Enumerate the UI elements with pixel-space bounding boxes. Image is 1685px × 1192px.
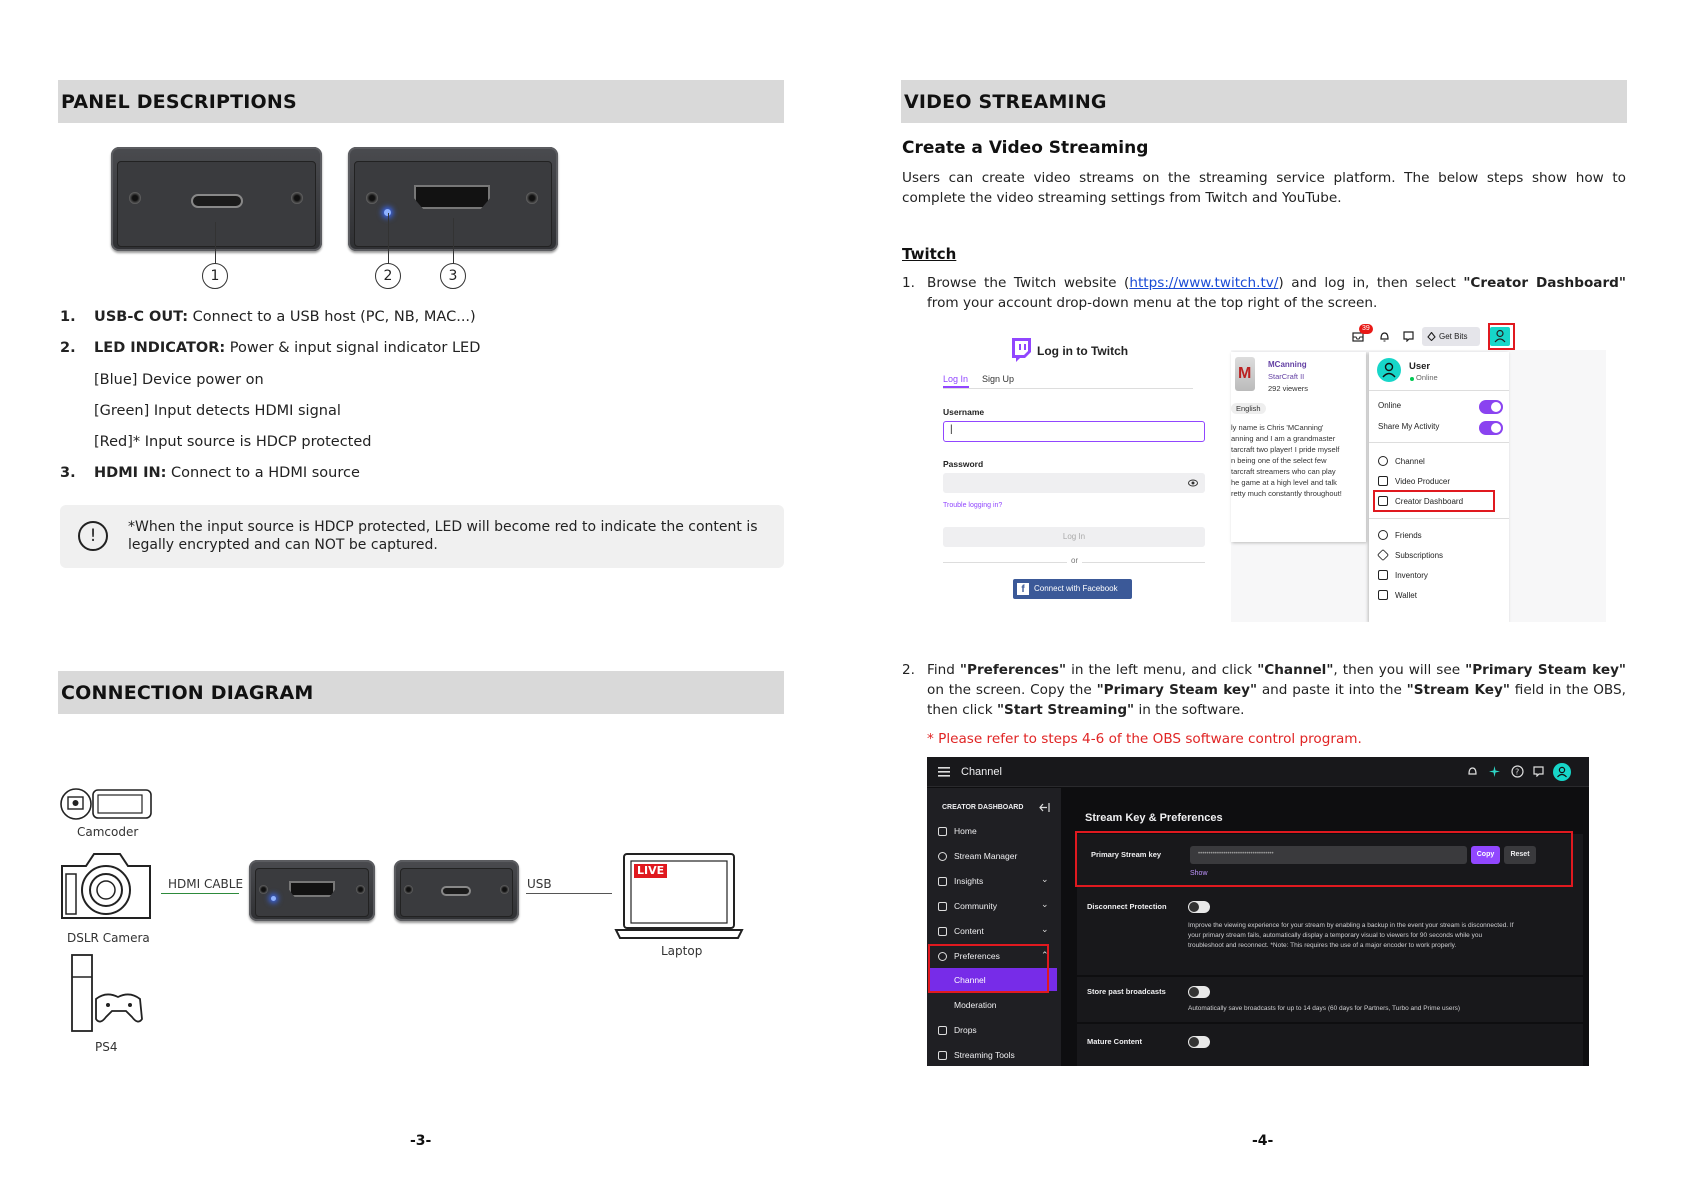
bell-icon[interactable]: [1467, 766, 1478, 777]
twitch-link[interactable]: https://www.twitch.tv/: [1129, 275, 1279, 291]
get-bits-button[interactable]: Get Bits: [1422, 327, 1480, 346]
heading-text: VIDEO STREAMING: [904, 90, 1107, 113]
sidebar-item-insights[interactable]: Insights: [954, 876, 984, 886]
menu-status: Online: [1416, 373, 1438, 382]
dslr-camera-label: DSLR Camera: [67, 931, 150, 945]
trouble-link[interactable]: Trouble logging in?: [943, 502, 1003, 509]
chat-icon[interactable]: [1403, 331, 1414, 342]
eye-icon[interactable]: [1188, 479, 1198, 487]
facebook-button[interactable]: f Connect with Facebook: [1013, 579, 1132, 599]
wallet-icon: [1378, 590, 1388, 600]
diagram-device-usbc: [394, 860, 519, 921]
login-title: Log in to Twitch: [1037, 344, 1129, 358]
twitch-login-screenshot: [939, 322, 1606, 622]
usb-label: USB: [527, 877, 552, 891]
inventory-icon: [1378, 570, 1388, 580]
page-number-3: -3-: [410, 1133, 432, 1149]
menu-item-channel[interactable]: Channel: [1395, 457, 1425, 466]
connection-diagram-heading: [58, 671, 784, 714]
username-input[interactable]: |: [943, 421, 1205, 442]
screw-icon: [129, 192, 141, 204]
online-dot-icon: [1410, 377, 1414, 381]
svg-text:?: ?: [1515, 767, 1520, 777]
disconnect-toggle[interactable]: [1188, 901, 1210, 913]
menu-item-creator-dashboard[interactable]: Creator Dashboard: [1395, 497, 1464, 506]
screw-icon: [291, 192, 303, 204]
tab-log-in[interactable]: Log In: [943, 374, 969, 384]
tab-sign-up[interactable]: Sign Up: [982, 374, 1015, 384]
exclamation-icon: !: [78, 521, 108, 551]
device-usbc-side: [111, 147, 322, 251]
login-panel: [939, 322, 1231, 622]
page-number-4: -4-: [1252, 1133, 1274, 1149]
avatar[interactable]: [1553, 763, 1571, 781]
item-led-indicator: 2. LED INDICATOR: Power & input signal indicator LED: [60, 340, 481, 356]
usbc-port-icon: [191, 194, 243, 208]
chat-icon[interactable]: [1533, 766, 1544, 777]
stream-manager-icon: [938, 852, 947, 861]
sidebar-item-content[interactable]: Content: [954, 926, 984, 936]
login-button[interactable]: Log In: [943, 527, 1205, 547]
diagram-device-hdmi: [249, 860, 375, 921]
dashboard-header: [927, 757, 1589, 787]
hdmi-port-icon: [289, 881, 335, 897]
channel-bio: ly name is Chris 'MCanning' anning and I am a grandmaster tarcraft two player! I pride myself n being one of the select few tarcraft streamers who can play he game at a high level and talk retty much constantly throughout!: [1231, 423, 1342, 498]
channel-game[interactable]: StarCraft II: [1268, 372, 1305, 381]
toggle-online-label: Online: [1378, 401, 1402, 410]
hdmi-cable-label: HDMI CABLE: [168, 877, 244, 891]
mature-label: Mature Content: [1087, 1037, 1142, 1046]
callout-2: 2: [375, 263, 401, 289]
create-streaming-subheading: Create a Video Streaming: [902, 138, 1149, 158]
show-link[interactable]: Show: [1190, 870, 1208, 877]
sidebar-item-home[interactable]: Home: [954, 826, 977, 836]
sidebar-item-stream-manager[interactable]: Stream Manager: [954, 851, 1018, 861]
page-3: [0, 0, 842, 1192]
chevron-up-icon[interactable]: ⌃: [1041, 950, 1049, 960]
hdmi-cable-line: [161, 893, 239, 894]
star-icon: [1377, 549, 1389, 561]
reset-button[interactable]: Reset: [1504, 846, 1536, 864]
camcoder-label: Camcoder: [77, 825, 139, 839]
account-menu: [1369, 352, 1509, 622]
video-streaming-heading: [901, 80, 1627, 123]
led-state-blue: [Blue] Device power on: [94, 372, 264, 388]
ps4-label: PS4: [95, 1040, 118, 1054]
help-icon[interactable]: [1511, 765, 1524, 778]
drops-icon: [938, 1026, 947, 1035]
heading-text: CONNECTION DIAGRAM: [61, 681, 314, 704]
collapse-icon[interactable]: [1039, 803, 1050, 812]
menu-username: User: [1409, 361, 1431, 372]
menu-item-inventory[interactable]: Inventory: [1395, 571, 1428, 580]
store-toggle[interactable]: [1188, 986, 1210, 998]
menu-item-subscriptions[interactable]: Subscriptions: [1395, 551, 1444, 560]
twitch-logo-icon: [1010, 337, 1032, 363]
intro-paragraph: Users can create video streams on the streaming service platform. The below steps show how to complete the video streaming settings from Twitch and YouTube.: [902, 170, 1626, 206]
callout-1: 1: [202, 263, 228, 289]
username-label: Username: [943, 407, 985, 417]
toggle-online[interactable]: [1479, 400, 1503, 414]
store-desc: Automatically save broadcasts for up to 14 days (60 days for Partners, Turbo and Prime users): [1188, 1005, 1461, 1012]
content-icon: [938, 927, 947, 936]
hamburger-icon[interactable]: [938, 767, 950, 777]
password-label: Password: [943, 459, 984, 469]
ps4-icon: [66, 953, 146, 1033]
menu-item-video-producer[interactable]: Video Producer: [1395, 477, 1450, 486]
hdcp-note: [60, 505, 784, 568]
channel-card: [1231, 352, 1366, 542]
mature-toggle[interactable]: [1188, 1036, 1210, 1048]
step-2-text: Find "Preferences" in the left menu, and click "Channel", then you will see "Primary Steam key" on the screen. Copy the "Primary Steam key" and paste it into the "Stream Key" field in the OBS, then click "Start Streaming" in the software.: [927, 662, 1627, 718]
store-label: Store past broadcasts: [1087, 987, 1166, 996]
community-icon: [938, 902, 947, 911]
step-1-number: 1.: [902, 275, 915, 291]
twitch-page-region: [1231, 322, 1606, 622]
menu-avatar: [1377, 358, 1401, 382]
sidebar-item-moderation[interactable]: Moderation: [954, 1000, 997, 1010]
step-1-text: Browse the Twitch website (https://www.twitch.tv/) and log in, then select "Creator Dashboard" from your account drop-down menu at the top right of the screen.: [927, 275, 1626, 311]
section-title: Stream Key & Preferences: [1085, 812, 1223, 824]
primary-key-label: Primary Stream key: [1091, 850, 1162, 859]
user-icon: [1382, 362, 1396, 378]
screw-icon: [526, 192, 538, 204]
item-usbc-out: 1. USB-C OUT: Connect to a USB host (PC, NB, MAC...): [60, 309, 476, 325]
header-title: Channel: [961, 766, 1002, 778]
language-tag: English: [1231, 403, 1266, 414]
step-2-number: 2.: [902, 662, 915, 678]
led-state-red: [Red]* Input source is HDCP protected: [94, 434, 372, 450]
sidebar-item-preferences[interactable]: Preferences: [954, 951, 1000, 961]
channel-viewers: 292 viewers: [1268, 384, 1309, 393]
sparkle-icon[interactable]: [1489, 766, 1500, 777]
creator-dashboard-screenshot: [927, 757, 1589, 1066]
friends-icon: [1378, 530, 1388, 540]
mature-row: [1077, 1024, 1583, 1066]
channel-avatar: M: [1235, 357, 1255, 391]
obs-note: * Please refer to steps 4-6 of the OBS software control program.: [927, 731, 1362, 747]
led-state-green: [Green] Input detects HDMI signal: [94, 403, 341, 419]
channel-icon: [1378, 456, 1388, 466]
bits-icon: [1427, 332, 1436, 341]
dslr-camera-icon: [58, 848, 154, 922]
copy-button[interactable]: Copy: [1471, 846, 1500, 864]
sidebar-item-streaming-tools[interactable]: Streaming Tools: [954, 1050, 1015, 1060]
heading-text: PANEL DESCRIPTIONS: [61, 90, 297, 113]
sidebar-heading: CREATOR DASHBOARD: [942, 804, 1024, 811]
screw-icon: [366, 192, 378, 204]
menu-item-friends[interactable]: Friends: [1395, 531, 1422, 540]
toggle-activity-label: Share My Activity: [1378, 422, 1440, 431]
insights-icon: [938, 877, 947, 886]
hdmi-port-icon: [414, 185, 490, 209]
usb-line: [526, 893, 612, 894]
page-4: [842, 0, 1685, 1192]
user-icon: [1556, 766, 1568, 778]
video-producer-icon: [1378, 476, 1388, 486]
home-icon: [938, 827, 947, 836]
channel-name[interactable]: MCanning: [1268, 360, 1307, 369]
twitch-heading: Twitch: [902, 245, 957, 263]
facebook-icon: f: [1017, 583, 1029, 595]
led-indicator-icon: [271, 896, 276, 901]
twitch-topbar: [1231, 322, 1606, 350]
usbc-port-icon: [441, 886, 471, 896]
panel-descriptions-heading: [58, 80, 784, 123]
item-hdmi-in: 3. HDMI IN: Connect to a HDMI source: [60, 465, 360, 481]
menu-item-wallet[interactable]: Wallet: [1395, 591, 1417, 600]
note-text: *When the input source is HDCP protected, LED will become red to indicate the content is legally encrypted and can NOT be captured.: [128, 519, 758, 553]
disconnect-row: [1077, 889, 1583, 975]
chevron-down-icon[interactable]: ⌄: [1041, 874, 1049, 884]
or-divider: or: [1067, 556, 1082, 565]
primary-key-input[interactable]: ••••••••••••••••••••••••••••••••••••: [1190, 846, 1467, 864]
chevron-down-icon[interactable]: ⌄: [1041, 899, 1049, 909]
disconnect-desc: Improve the viewing experience for your stream by enabling a backup in the event your stream is disconnected. If your primary stream fails, automatically display a temporary visual to viewers for 90 seconds while you troubleshoot and reconnect. *Note: This requires the use of a major encoder to work properly.: [1188, 922, 1514, 949]
sidebar-item-drops[interactable]: Drops: [954, 1025, 977, 1035]
sidebar-item-community[interactable]: Community: [954, 901, 997, 911]
dashboard-sidebar: [927, 788, 1061, 1066]
notification-badge: 39: [1359, 324, 1373, 334]
sidebar-item-channel[interactable]: Channel: [929, 968, 1057, 991]
bell-icon[interactable]: [1379, 331, 1390, 342]
store-row: [1077, 977, 1583, 1022]
callout-3: 3: [440, 263, 466, 289]
laptop-label: Laptop: [661, 944, 703, 958]
live-badge: LIVE: [634, 864, 667, 878]
disconnect-label: Disconnect Protection: [1087, 902, 1167, 911]
chevron-down-icon[interactable]: ⌄: [1041, 924, 1049, 934]
toggle-share-activity[interactable]: [1479, 421, 1503, 435]
camcorder-icon: [58, 780, 158, 830]
password-input[interactable]: [943, 473, 1205, 493]
streaming-tools-icon: [938, 1051, 947, 1060]
